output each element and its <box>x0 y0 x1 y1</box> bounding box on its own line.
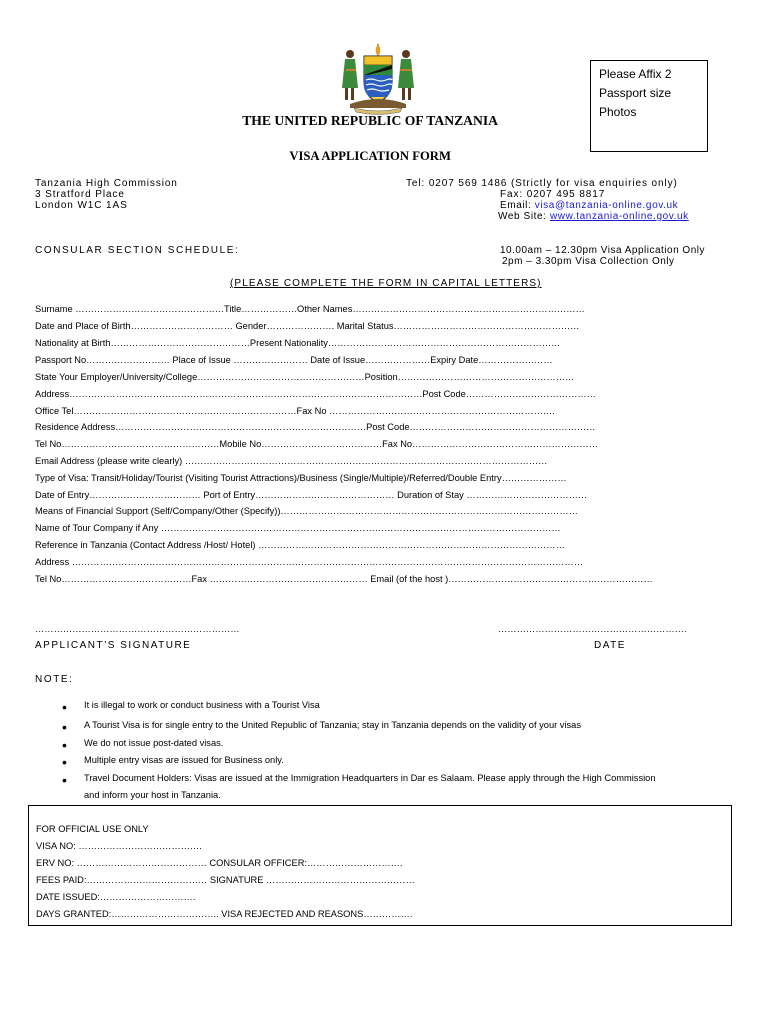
note-item: We do not issue post-dated visas. <box>84 738 224 748</box>
address-line: 3 Stratford Place <box>35 189 125 200</box>
note-item: A Tourist Visa is for single entry to the United Republic of Tanzania; stay in Tanzania depends on the validity of your visas <box>84 720 581 730</box>
address-line: London W1C 1AS <box>35 200 128 211</box>
contact-tel: Tel: 0207 569 1486 (Strictly for visa enquiries only) <box>406 178 678 189</box>
contact-fax: Fax: 0207 495 8817 <box>500 189 606 200</box>
field-visa-type[interactable]: Type of Visa: Transit/Holiday/Tourist (Visiting Tourist Attractions)/Business (Single/Multiple)/Referred/Double Entry………………… <box>35 473 567 483</box>
capital-letters-instruction: (PLEASE COMPLETE THE FORM IN CAPITAL LETTERS) <box>230 278 542 289</box>
schedule-line: 2pm – 3.30pm Visa Collection Only <box>502 256 675 267</box>
official-erv-no: ERV NO: …………………………………… CONSULAR OFFICER:…………………………. <box>36 858 403 868</box>
official-date-issued: DATE ISSUED:…………………………. <box>36 892 196 902</box>
official-visa-no: VISA NO: …………………………………. <box>36 841 202 851</box>
country-heading: THE UNITED REPUBLIC OF TANZANIA <box>242 114 499 129</box>
address-line: Tanzania High Commission <box>35 178 178 189</box>
field-passport[interactable]: Passport No……………………… Place of Issue …………………… Date of Issue…………………Expiry Date…………………… <box>35 355 553 365</box>
tanzania-coat-of-arms-icon <box>336 42 420 116</box>
date-label: DATE <box>594 640 626 651</box>
schedule-label: CONSULAR SECTION SCHEDULE: <box>35 245 240 256</box>
bullet-icon: • <box>62 772 67 788</box>
date-line[interactable]: ……………………………………………………. <box>498 624 687 634</box>
field-financial-support[interactable]: Means of Financial Support (Self/Company/Other (Specify))…………………………………………………………………………………… <box>35 506 578 516</box>
official-days-granted: DAYS GRANTED:…………………………….. VISA REJECTED AND REASONS……………. <box>36 909 413 919</box>
photo-box-line: Passport size <box>599 86 672 100</box>
bullet-icon: • <box>62 699 67 715</box>
note-item-continuation: and inform your host in Tanzania. <box>84 790 221 800</box>
bullet-icon: • <box>62 719 67 735</box>
signature-line[interactable]: ………………………………………………………… <box>35 624 240 634</box>
passport-photo-box <box>590 60 708 152</box>
official-title: FOR OFFICIAL USE ONLY <box>36 824 149 834</box>
photo-box-line: Please Affix 2 <box>599 67 672 81</box>
email-label: Email: <box>500 200 535 211</box>
field-birth[interactable]: Date and Place of Birth…………………………… Gender…………………. Marital Status…………………………………………………… <box>35 321 580 331</box>
field-host-contact[interactable]: Tel No……………………………………Fax …………………………………………… Email (of the host )………………………………………………………… <box>35 574 653 584</box>
web-label: Web Site: <box>498 211 550 222</box>
website-link[interactable]: www.tanzania-online.gov.uk <box>549 211 689 222</box>
field-entry[interactable]: Date of Entry……………………………… Port of Entry……………………………………… Duration of Stay ………………………………… <box>35 490 588 500</box>
note-label: NOTE: <box>35 674 74 685</box>
email-link[interactable]: visa@tanzania-online.gov.uk <box>534 200 679 211</box>
field-tel[interactable]: Tel No……………………………………………Mobile No…………………………………Fax No…………………………………………………… <box>35 439 599 449</box>
note-item: Multiple entry visas are issued for Business only. <box>84 755 284 765</box>
field-office-tel[interactable]: Office Tel………………………………………………………………Fax No ………………………………………………………………. <box>35 406 555 416</box>
contact-web-row <box>498 211 689 222</box>
bullet-icon: • <box>62 754 67 770</box>
form-title: VISA APPLICATION FORM <box>289 148 451 163</box>
applicant-signature-label: APPLICANT’S SIGNATURE <box>35 640 192 651</box>
field-address[interactable]: Address……………………………………………………………………………………………………Post Code…………………………………… <box>35 389 596 399</box>
field-reference[interactable]: Reference in Tanzania (Contact Address /Host/ Hotel) ……………………………………………………………………………………… <box>35 540 565 550</box>
contact-email-row <box>500 200 678 211</box>
field-tour-company[interactable]: Name of Tour Company if Any ………………………………………………………………………………………………………………… <box>35 523 561 533</box>
official-fees-paid: FEES PAID:………………………………… SIGNATURE ………………………………………… <box>36 875 415 885</box>
schedule-line: 10.00am – 12.30pm Visa Application Only <box>500 245 705 256</box>
photo-box-line: Photos <box>599 105 637 119</box>
note-item: Travel Document Holders: Visas are issued at the Immigration Headquarters in Dar es Salaam. Please apply through the High Commission <box>84 773 656 783</box>
field-nationality[interactable]: Nationality at Birth………………………………………Present Nationality………………………………………………………………… <box>35 338 561 348</box>
official-use-box <box>28 805 732 926</box>
field-employer[interactable]: State Your Employer/University/College………………………………………………Position………………………………………………… <box>35 372 575 382</box>
field-email[interactable]: Email Address (please write clearly) ……………………………………………………………………………………………………… <box>35 456 548 466</box>
note-item: It is illegal to work or conduct business with a Tourist Visa <box>84 700 320 710</box>
bullet-icon: • <box>62 737 67 753</box>
field-residence-address[interactable]: Residence Address………………………………………………………………………Post Code…………………………………………………… <box>35 422 596 432</box>
field-reference-address[interactable]: Address ………………………………………………………………………………………………………………………………………………… <box>35 557 584 567</box>
field-surname[interactable]: Surname …………………………………………Title………………Other Names………………………………………………………………… <box>35 304 585 314</box>
